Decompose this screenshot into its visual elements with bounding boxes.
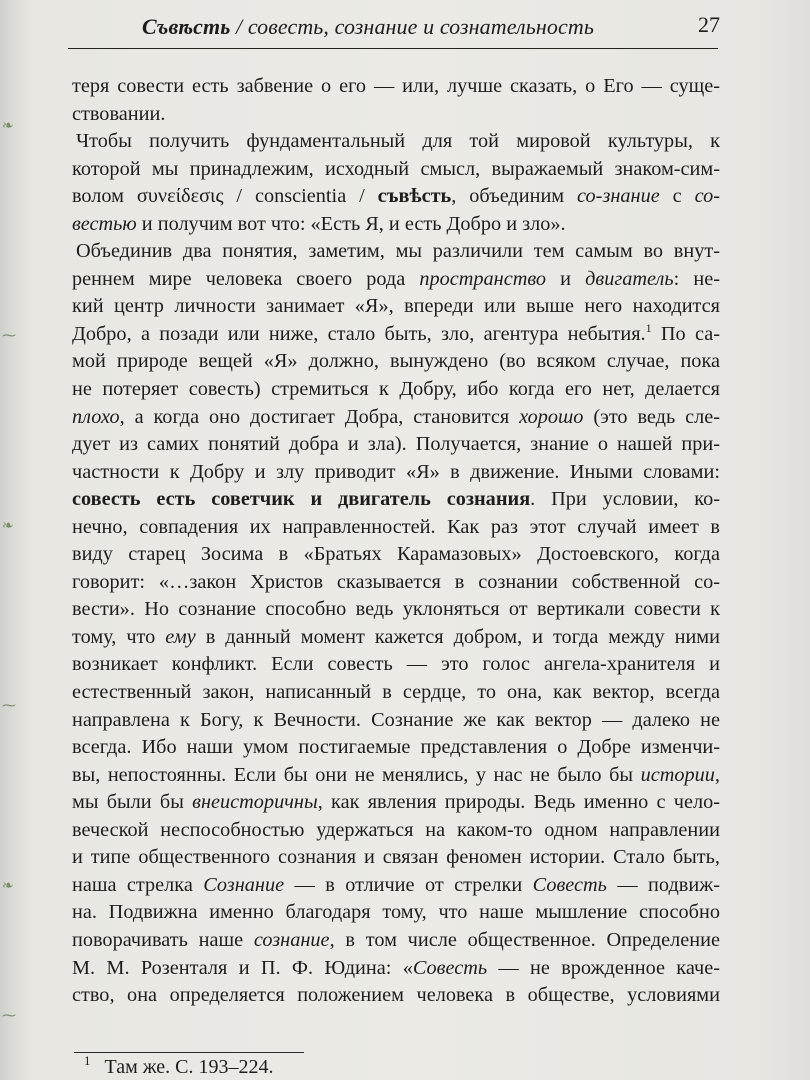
text-segment: — не врожденное каче- bbox=[487, 956, 720, 979]
text-segment: Объединив два понятия, заметим, мы различили тем самым во внут- bbox=[76, 240, 720, 263]
text-segment: пространство bbox=[419, 267, 547, 290]
text-segment: волом συνείδεσις / conscientia / bbox=[72, 185, 378, 208]
text-line-content bbox=[72, 404, 720, 432]
text-line-content bbox=[72, 348, 720, 376]
text-line-content bbox=[72, 899, 720, 927]
text-segment: мы были бы bbox=[72, 791, 193, 814]
text-line bbox=[72, 927, 720, 955]
text-line bbox=[72, 293, 720, 321]
text-line-content bbox=[72, 431, 720, 459]
text-line bbox=[72, 762, 720, 790]
text-line-content bbox=[72, 789, 720, 817]
text-segment: говорит: «…закон Христов сказывается в сознании собственной со- bbox=[72, 570, 720, 593]
text-line-content bbox=[72, 376, 720, 404]
text-line bbox=[72, 679, 720, 707]
text-line-content bbox=[72, 73, 720, 101]
text-segment: на. Подвижна именно благодаря тому, что наше мышление способно bbox=[72, 901, 720, 924]
text-segment: не потеряет совесть) стремиться к Добру, ибо когда его нет, делается bbox=[72, 378, 720, 401]
footnote-reference: 1 bbox=[645, 321, 652, 336]
text-line-content bbox=[72, 762, 720, 790]
text-segment: Совесть bbox=[532, 873, 607, 896]
text-segment: плохо bbox=[72, 405, 120, 428]
text-line-content bbox=[72, 321, 720, 349]
text-segment: веческой неспособностью удержаться на каком-то одном направлении bbox=[72, 818, 720, 841]
text-line bbox=[72, 128, 720, 156]
text-line-content bbox=[72, 486, 720, 514]
text-line bbox=[72, 899, 720, 927]
text-segment: , как явления природы. Ведь именно с чело- bbox=[317, 791, 720, 814]
text-segment: теря совести есть забвение о его — или, лучше сказать, о Его — суще- bbox=[72, 75, 720, 97]
text-segment: нечно, совпадения их направленностей. Как раз этот случай имеет в bbox=[72, 515, 720, 538]
gutter-ornament: ⁓ bbox=[2, 699, 16, 714]
text-segment: . При условии, ко- bbox=[530, 488, 720, 511]
text-line bbox=[72, 431, 720, 459]
text-line bbox=[72, 569, 720, 597]
text-line-content bbox=[72, 624, 720, 652]
text-line bbox=[72, 817, 720, 845]
text-line bbox=[72, 872, 720, 900]
text-line bbox=[72, 156, 720, 184]
text-segment: истории bbox=[640, 763, 715, 786]
text-segment: тому, что bbox=[72, 625, 166, 648]
text-segment: возникает конфликт. Если совесть — это голос ангела-хранителя и bbox=[72, 653, 720, 676]
text-line-content bbox=[72, 266, 720, 294]
text-segment: хорошо bbox=[519, 405, 584, 428]
running-head bbox=[142, 14, 702, 44]
text-segment: сознание bbox=[253, 928, 330, 951]
text-segment: мой природе вещей «Я» должно, вынуждено (во всяком случае, пока bbox=[72, 350, 720, 373]
body-text bbox=[72, 73, 720, 1010]
text-segment: : не- bbox=[673, 267, 720, 290]
text-line bbox=[72, 348, 720, 376]
text-segment: , а когда оно достигает Добра, становится bbox=[119, 405, 520, 428]
text-segment: дует из самих понятий добра и зла). Получается, знание о нашей при- bbox=[72, 433, 720, 456]
text-line-content bbox=[72, 679, 720, 707]
text-line bbox=[72, 266, 720, 294]
text-line bbox=[72, 73, 720, 101]
text-line bbox=[72, 211, 720, 239]
text-segment: ство, она определяется положением человека в обществе, условиями bbox=[72, 984, 720, 1007]
header-rule bbox=[68, 48, 718, 49]
text-line bbox=[72, 541, 720, 569]
running-head-title: / совесть, сознание и сознательность bbox=[230, 14, 594, 39]
text-segment: Сознание bbox=[203, 873, 285, 896]
text-segment: со- bbox=[694, 185, 720, 208]
page-number: 27 bbox=[698, 12, 720, 37]
gutter-ornament: ❧ bbox=[2, 879, 14, 894]
text-line-content bbox=[72, 844, 720, 872]
text-segment: ему bbox=[165, 625, 196, 648]
text-segment: М. М. Розенталя и П. Ф. Юдина: « bbox=[72, 956, 413, 979]
text-line bbox=[72, 624, 720, 652]
text-segment: ствовании. bbox=[72, 102, 166, 125]
gutter-ornament: ⁓ bbox=[2, 1009, 16, 1024]
text-line-content bbox=[72, 817, 720, 845]
text-segment: и bbox=[546, 267, 586, 290]
text-line bbox=[72, 844, 720, 872]
text-line-content bbox=[72, 872, 720, 900]
text-line bbox=[72, 183, 720, 211]
gutter-ornament: ❧ bbox=[2, 119, 14, 134]
text-segment: частности к Добру и злу приводит «Я» в движение. Иными словами: bbox=[72, 460, 720, 483]
text-line-content bbox=[72, 651, 720, 679]
text-segment: и типе общественного сознания и связан феномен истории. Стало быть, bbox=[72, 846, 720, 869]
text-line bbox=[72, 734, 720, 762]
text-line-content bbox=[76, 128, 720, 156]
text-segment: — подвиж- bbox=[606, 873, 720, 896]
footnote-number: 1 bbox=[84, 1053, 91, 1069]
text-segment: , bbox=[714, 763, 720, 786]
text-line-content bbox=[72, 596, 720, 624]
text-line-content bbox=[72, 541, 720, 569]
text-segment: естественный закон, написанный в сердце, то она, как вектор, всегда bbox=[72, 681, 720, 704]
text-segment: всегда. Ибо наши умом постигаемые представления о Добре изменчи- bbox=[72, 736, 720, 759]
text-line-content bbox=[72, 955, 720, 983]
text-segment: Совесть bbox=[412, 956, 488, 979]
text-line bbox=[72, 514, 720, 542]
text-segment: По са- bbox=[651, 322, 720, 345]
text-line-content bbox=[72, 514, 720, 542]
text-line bbox=[72, 459, 720, 487]
text-segment: в данный момент кажется добром, и тогда между ними bbox=[195, 625, 720, 648]
text-segment: вы, непостоянны. Если бы они не менялись, у нас не было бы bbox=[72, 763, 641, 786]
text-segment: вести». Но сознание способно ведь уклоняться от вертикали совести к bbox=[72, 598, 720, 621]
footnote-rule bbox=[74, 1052, 304, 1053]
gutter-ornament: ❧ bbox=[2, 519, 14, 534]
text-line-content bbox=[72, 459, 720, 487]
text-line bbox=[72, 101, 720, 129]
text-segment: наша стрелка bbox=[72, 873, 204, 896]
text-line-content bbox=[72, 293, 720, 321]
text-line-content bbox=[72, 927, 720, 955]
text-line-content bbox=[72, 734, 720, 762]
text-line bbox=[72, 651, 720, 679]
text-line bbox=[72, 486, 720, 514]
text-line-content bbox=[72, 707, 720, 735]
text-line bbox=[72, 982, 720, 1010]
text-line bbox=[72, 789, 720, 817]
text-segment: с bbox=[659, 185, 695, 208]
text-line-content bbox=[76, 238, 720, 266]
text-line-content bbox=[72, 156, 720, 184]
text-segment: которой мы принадлежим, исходный смысл, выражаемый знаком-сим- bbox=[72, 157, 720, 180]
text-line bbox=[72, 321, 720, 349]
text-segment: вестью bbox=[72, 212, 137, 235]
text-line bbox=[72, 955, 720, 983]
text-segment: Добро, а позади или ниже, стало быть, зло, агентура небытия. bbox=[72, 322, 646, 345]
text-line bbox=[72, 596, 720, 624]
text-segment: реннем мире человека своего рода bbox=[72, 267, 420, 290]
text-line-content bbox=[72, 982, 720, 1010]
text-segment: виду старец Зосима в «Братьях Карамазовых» Достоевского, когда bbox=[72, 543, 720, 566]
text-segment: двигатель bbox=[585, 267, 674, 290]
text-segment: внеисторичны bbox=[192, 791, 318, 814]
text-line bbox=[72, 238, 720, 266]
text-segment: направлена к Богу, к Вечности. Сознание же как вектор — далеко не bbox=[72, 708, 720, 731]
text-line-content bbox=[72, 101, 165, 129]
text-segment: совесть есть советчик и двигатель сознания bbox=[72, 488, 531, 511]
text-line bbox=[72, 707, 720, 735]
text-segment: съвѣсть bbox=[377, 185, 452, 208]
text-segment: и получим вот что: «Есть Я, и есть Добро и зло». bbox=[136, 212, 566, 235]
text-segment: , объединим bbox=[451, 185, 578, 208]
text-segment: со-знание bbox=[577, 185, 660, 208]
text-line-content bbox=[72, 211, 566, 239]
text-segment: , в том числе общественное. Определение bbox=[329, 928, 720, 951]
footnote-text: Там же. С. 193–224. bbox=[104, 1056, 274, 1078]
text-segment: кий центр личности занимает «Я», впереди или выше него находится bbox=[72, 295, 720, 318]
footnote bbox=[84, 1055, 484, 1079]
text-segment: — в отличие от стрелки bbox=[284, 873, 533, 896]
text-segment: Чтобы получить фундаментальный для той мировой культуры, к bbox=[76, 130, 720, 153]
text-line-content bbox=[72, 183, 720, 211]
text-line bbox=[72, 376, 720, 404]
text-segment: (это ведь сле- bbox=[583, 405, 720, 428]
text-segment: поворачивать наше bbox=[72, 928, 254, 951]
running-head-slavonic-word: Съвѣсть bbox=[142, 14, 231, 39]
gutter-ornament: ⁓ bbox=[2, 329, 16, 344]
text-line bbox=[72, 404, 720, 432]
text-line-content bbox=[72, 569, 720, 597]
